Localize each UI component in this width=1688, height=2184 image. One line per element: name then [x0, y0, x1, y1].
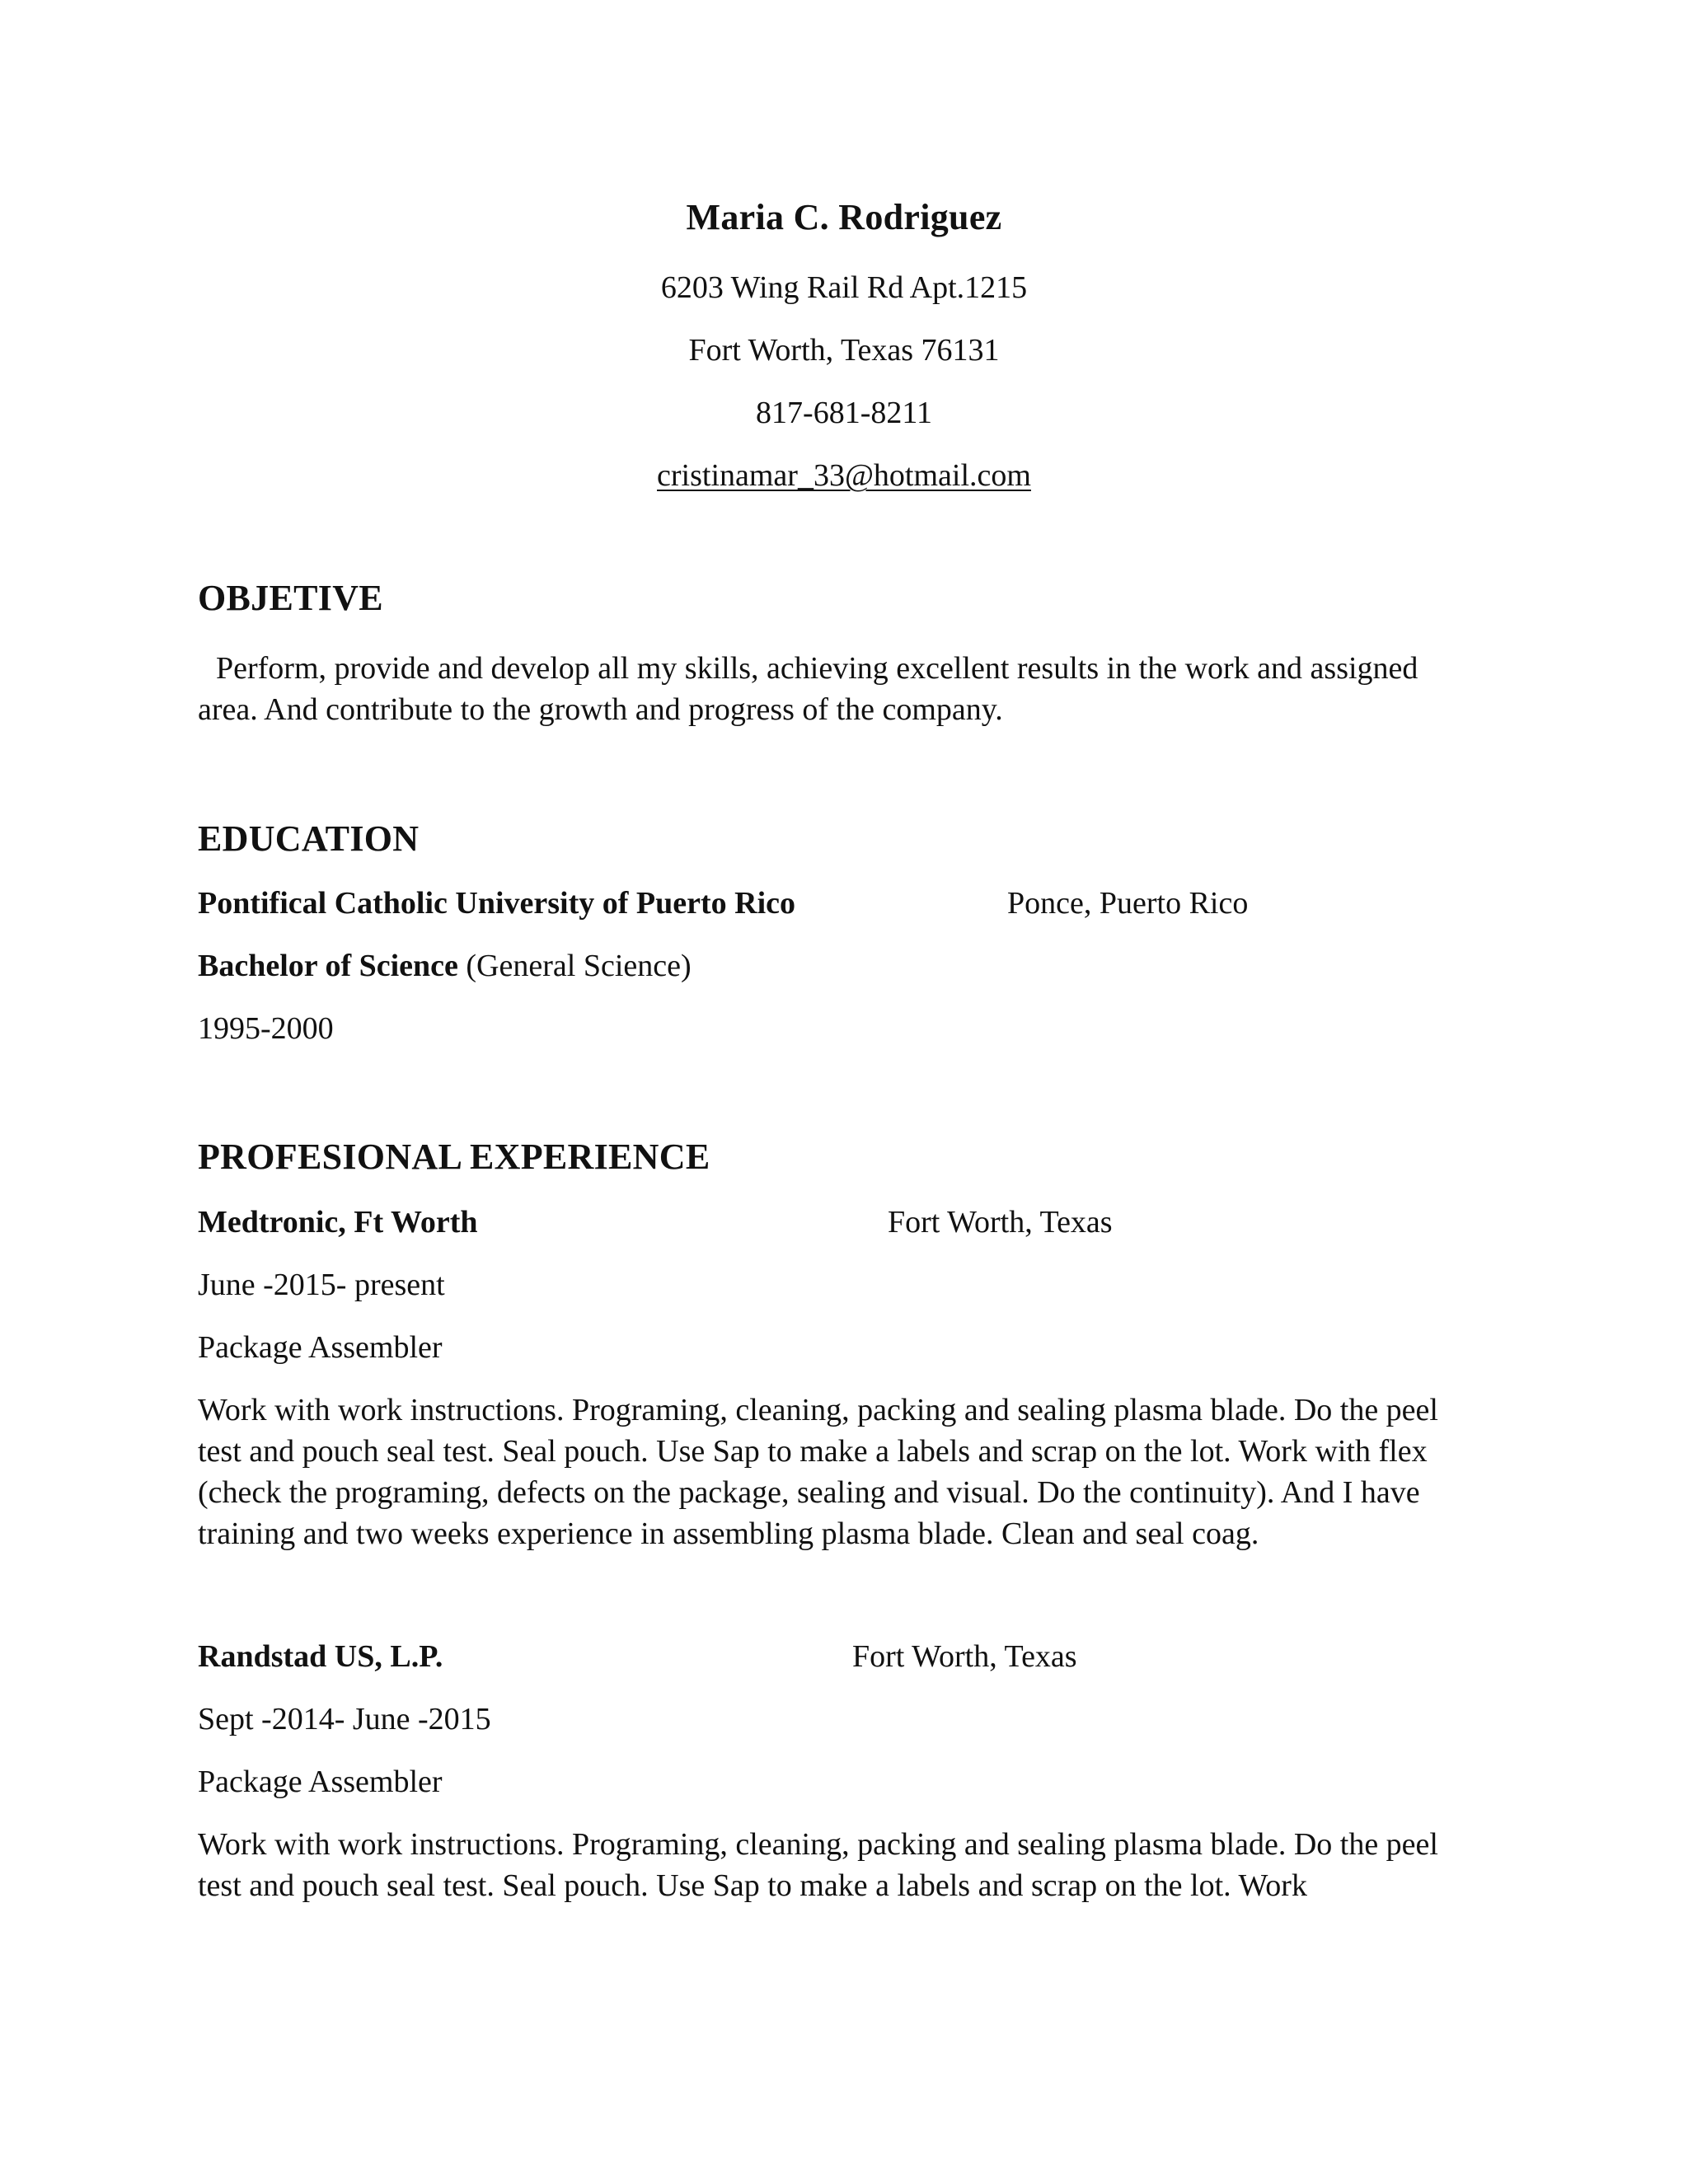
job-role: Package Assembler: [198, 1330, 443, 1365]
objective-heading: OBJETIVE: [198, 578, 383, 618]
address-line-2: Fort Worth, Texas 76131: [688, 333, 1000, 368]
education-heading: EDUCATION: [198, 818, 420, 859]
job-role: Package Assembler: [198, 1765, 443, 1799]
education-field: (General Science): [466, 949, 692, 983]
job-description: Work with work instructions. Programing, cleaning, packing and sealing plasma blade. Do the peel test and pouch seal test. Seal pouch. Use Sap to make a labels and scrap on the lot. Work: [198, 1827, 1438, 1903]
job-company: Medtronic, Ft Worth: [198, 1205, 478, 1240]
job-dates: June -2015- present: [198, 1268, 445, 1302]
job-company: Randstad US, L.P.: [198, 1639, 443, 1674]
experience-heading: PROFESIONAL EXPERIENCE: [198, 1137, 710, 1177]
job-dates: Sept -2014- June -2015: [198, 1702, 491, 1736]
education-institution: Pontifical Catholic University of Puerto Rico: [198, 886, 796, 921]
address-line-1: 6203 Wing Rail Rd Apt.1215: [660, 270, 1028, 305]
job-description: Work with work instructions. Programing, cleaning, packing and sealing plasma blade. Do the peel test and pouch seal test. Seal pouch. Use Sap to make a labels and scrap on the lot. Work with flex (check the programing, defects on the package, sealing and visual. Do the continuity). And I have training and two weeks experience in assembling plasma blade. Clean and seal coag.: [198, 1393, 1438, 1551]
job-location: Fort Worth, Texas: [852, 1639, 1077, 1674]
phone-number: 817-681-8211: [756, 396, 932, 430]
education-degree-line: [198, 945, 692, 987]
education-years: 1995-2000: [198, 1011, 334, 1046]
applicant-name: Maria C. Rodriguez: [686, 197, 1002, 237]
education-location: Ponce, Puerto Rico: [1007, 886, 1249, 921]
job-location: Fort Worth, Texas: [888, 1205, 1113, 1240]
education-degree: Bachelor of Science: [198, 949, 458, 983]
objective-text: Perform, provide and develop all my skills, achieving excellent results in the work and assigned area. And contribute to the growth and progress of the company.: [198, 651, 1418, 727]
email-link[interactable]: cristinamar_33@hotmail.com: [657, 458, 1031, 493]
